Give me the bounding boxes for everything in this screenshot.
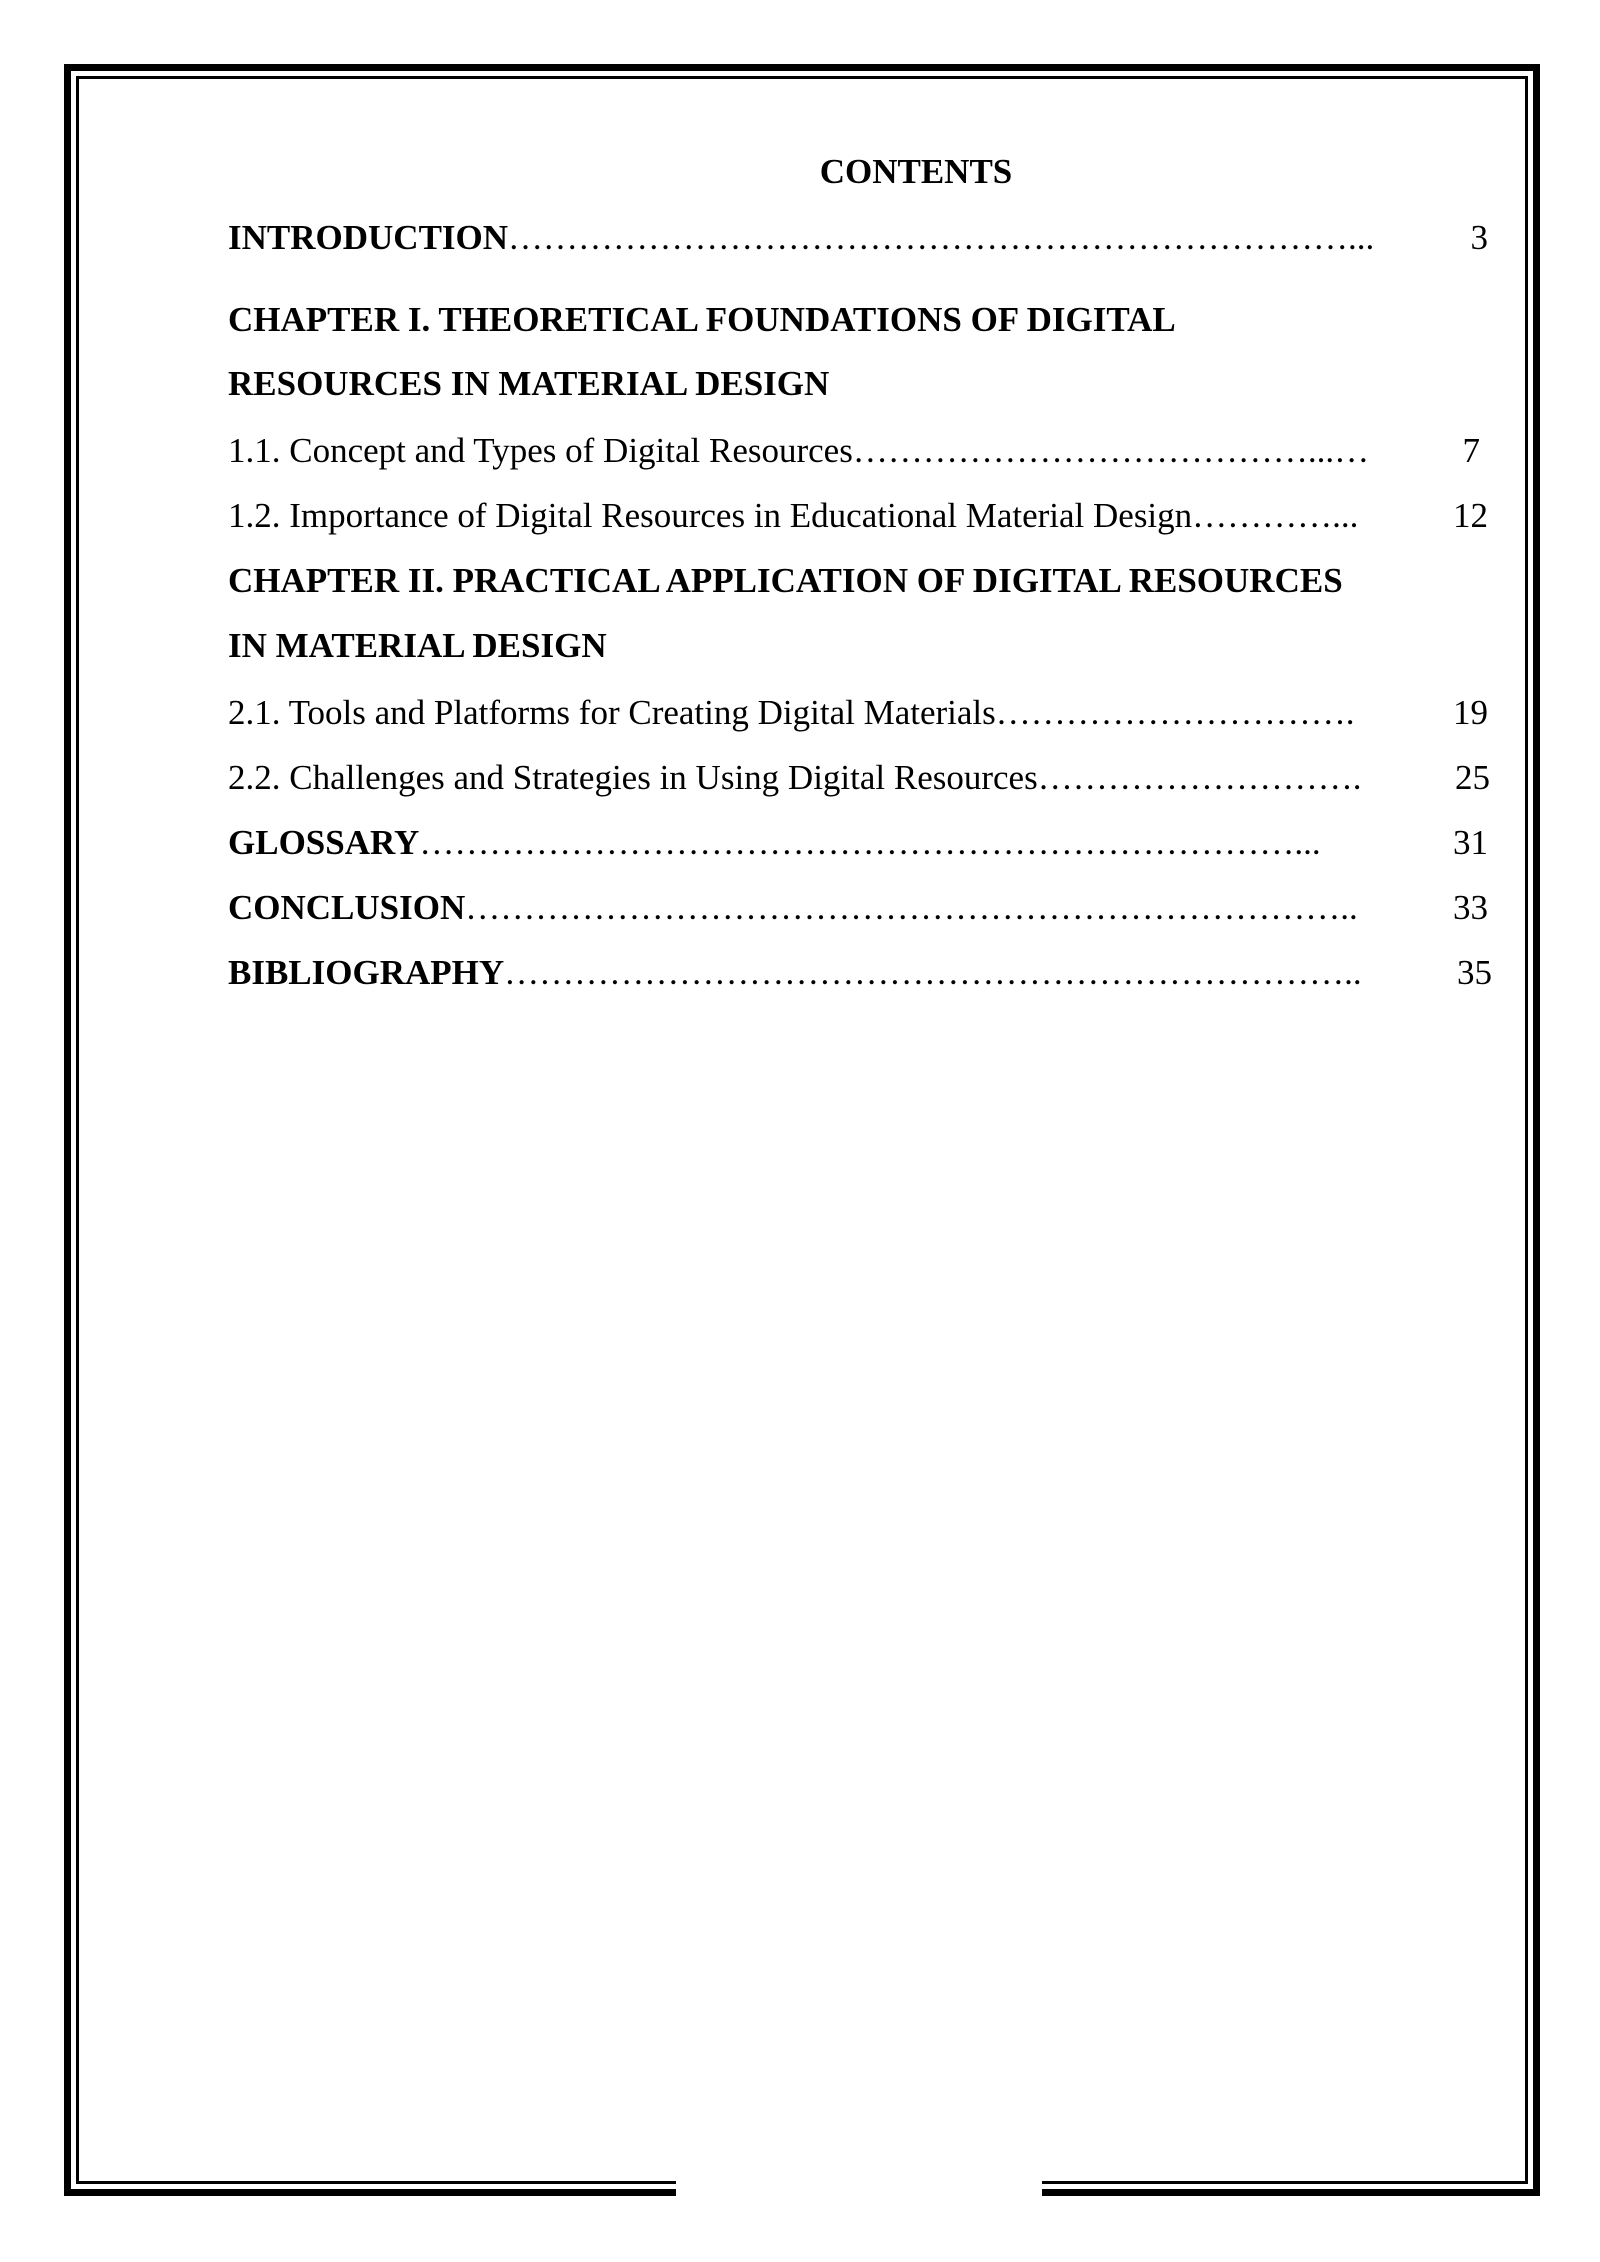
toc-page-number: 31 bbox=[1453, 823, 1488, 862]
toc-page-number: 7 bbox=[1462, 431, 1480, 470]
toc-entry-2-2 bbox=[228, 745, 1490, 810]
toc-entry-bibliography bbox=[228, 940, 1492, 1005]
toc-entry-label: 1.1. Concept and Types of Digital Resources bbox=[228, 431, 853, 470]
toc-page-number: 3 bbox=[1470, 218, 1488, 257]
toc-dot-leader: ………………………. bbox=[1037, 758, 1362, 797]
toc-entry-conclusion bbox=[228, 875, 1488, 940]
toc-title: CONTENTS bbox=[819, 152, 1013, 191]
toc-page-number: 25 bbox=[1455, 758, 1490, 797]
toc-entry-label: BIBLIOGRAPHY bbox=[228, 953, 505, 992]
toc-entry-1-2 bbox=[228, 483, 1488, 548]
toc-entry-label: INTRODUCTION bbox=[228, 218, 509, 257]
toc-dot-leader: ………………………………………………………………….. bbox=[465, 888, 1358, 927]
toc-page-number: 12 bbox=[1453, 496, 1488, 535]
toc-chapter-2-line-1: CHAPTER II. PRACTICAL APPLICATION OF DIGITAL RESOURCES bbox=[228, 561, 1343, 600]
toc-dot-leader: ………………………………………………………………... bbox=[508, 218, 1375, 257]
toc-entry-2-1 bbox=[228, 680, 1488, 745]
toc-chapter-1-line-1: CHAPTER I. THEORETICAL FOUNDATIONS OF DIGITAL bbox=[228, 300, 1176, 339]
toc-dot-leader: …………... bbox=[1192, 496, 1359, 535]
toc-entry-label: CONCLUSION bbox=[228, 888, 466, 927]
toc-entry-label: 2.1. Tools and Platforms for Creating Digital Materials bbox=[228, 693, 996, 732]
toc-entry-glossary bbox=[228, 810, 1488, 875]
toc-dot-leader: …………………………………...… bbox=[852, 431, 1370, 470]
toc-entry-label: 2.2. Challenges and Strategies in Using Digital Resources bbox=[228, 758, 1038, 797]
toc-entry-label: 1.2. Importance of Digital Resources in Educational Material Design bbox=[228, 496, 1193, 535]
table-of-contents bbox=[228, 150, 1492, 1005]
toc-page-number: 35 bbox=[1457, 953, 1492, 992]
toc-entry-introduction bbox=[228, 218, 1488, 286]
toc-chapter-1-line-2: RESOURCES IN MATERIAL DESIGN bbox=[228, 364, 830, 403]
toc-chapter-2-line-2: IN MATERIAL DESIGN bbox=[228, 626, 607, 665]
toc-page-number: 19 bbox=[1453, 693, 1488, 732]
border-bottom-gap bbox=[676, 2180, 1042, 2210]
toc-entry-label: GLOSSARY bbox=[228, 823, 420, 862]
toc-page-number: 33 bbox=[1453, 888, 1488, 927]
toc-dot-leader: …………………………………………………………………... bbox=[419, 823, 1321, 862]
toc-entry-1-1 bbox=[228, 418, 1480, 483]
toc-dot-leader: …………………………. bbox=[995, 693, 1355, 732]
toc-dot-leader: ……………………………………………………………….. bbox=[504, 953, 1362, 992]
